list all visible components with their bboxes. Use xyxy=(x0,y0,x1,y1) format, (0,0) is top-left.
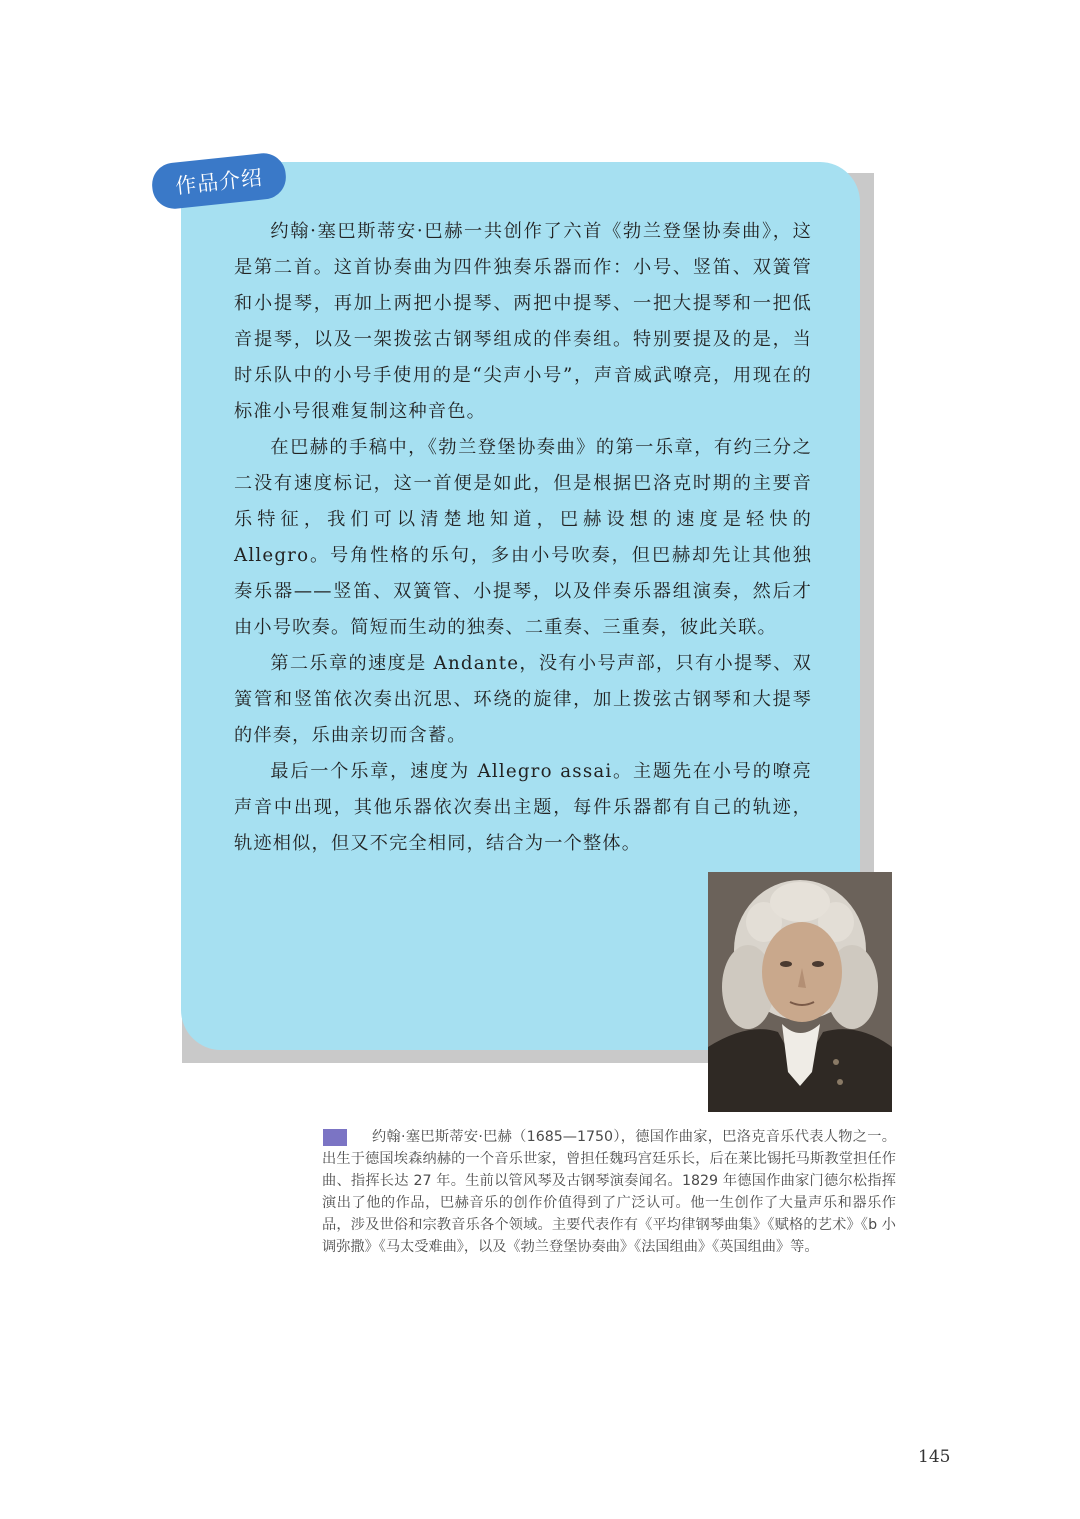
paragraph-3: 第二乐章的速度是 Andante，没有小号声部，只有小提琴、双簧管和竖笛依次奏出沉思、环绕的旋律，加上拨弦古钢琴和大提琴的伴奏，乐曲亲切而含蓄。 xyxy=(234,653,812,746)
intro-body xyxy=(234,214,812,862)
paragraph-1: 约翰·塞巴斯蒂安·巴赫一共创作了六首《勃兰登堡协奏曲》，这是第二首。这首协奏曲为四件独奏乐器而作：小号、竖笛、双簧管和小提琴，再加上两把小提琴、两把中提琴、一把大提琴和一把低音提琴，以及一架拨弦古钢琴组成的伴奏组。特别要提及的是，当时乐队中的小号手使用的是“尖声小号”，声音威武嘹亮，用现在的标准小号很难复制这种音色。 xyxy=(234,221,812,422)
portrait-illustration xyxy=(708,872,892,1112)
paragraph-4: 最后一个乐章，速度为 Allegro assai。主题先在小号的嘹亮声音中出现，其他乐器依次奏出主题，每件乐器都有自己的轨迹，轨迹相似，但又不完全相同，结合为一个整体。 xyxy=(234,761,812,854)
page-number: 145 xyxy=(918,1447,951,1467)
portrait-caption: 约翰·塞巴斯蒂安·巴赫（1685—1750），德国作曲家，巴洛克音乐代表人物之一。出生于德国埃森纳赫的一个音乐世家，曾担任魏玛宫廷乐长，后在莱比锡托马斯教堂担任作曲、指挥长达 27 年。生前以管风琴及古钢琴演奏闻名。1829 年德国作曲家门德尔松指挥演出了他的作品，巴赫音乐的创作价值得到了广泛认可。他一生创作了大量声乐和器乐作品，涉及世俗和宗教音乐各个领域。主要代表作有《平均律钢琴曲集》《赋格的艺术》《b 小调弥撒》《马太受难曲》，以及《勃兰登堡协奏曲》《法国组曲》《英国组曲》等。 xyxy=(322,1129,896,1255)
bach-portrait xyxy=(708,872,892,1112)
section-tag: 作品介绍 xyxy=(150,151,288,211)
paragraph-2: 在巴赫的手稿中，《勃兰登堡协奏曲》的第一乐章，有约三分之二没有速度标记，这一首便是如此，但是根据巴洛克时期的主要音乐特征，我们可以清楚地知道，巴赫设想的速度是轻快的 Allegro。号角性格的乐句，多由小号吹奏，但巴赫却先让其他独奏乐器——竖笛、双簧管、小提琴，以及伴奏乐器组演奏，然后才由小号吹奏。简短而生动的独奏、二重奏、三重奏，彼此关联。 xyxy=(234,437,812,638)
